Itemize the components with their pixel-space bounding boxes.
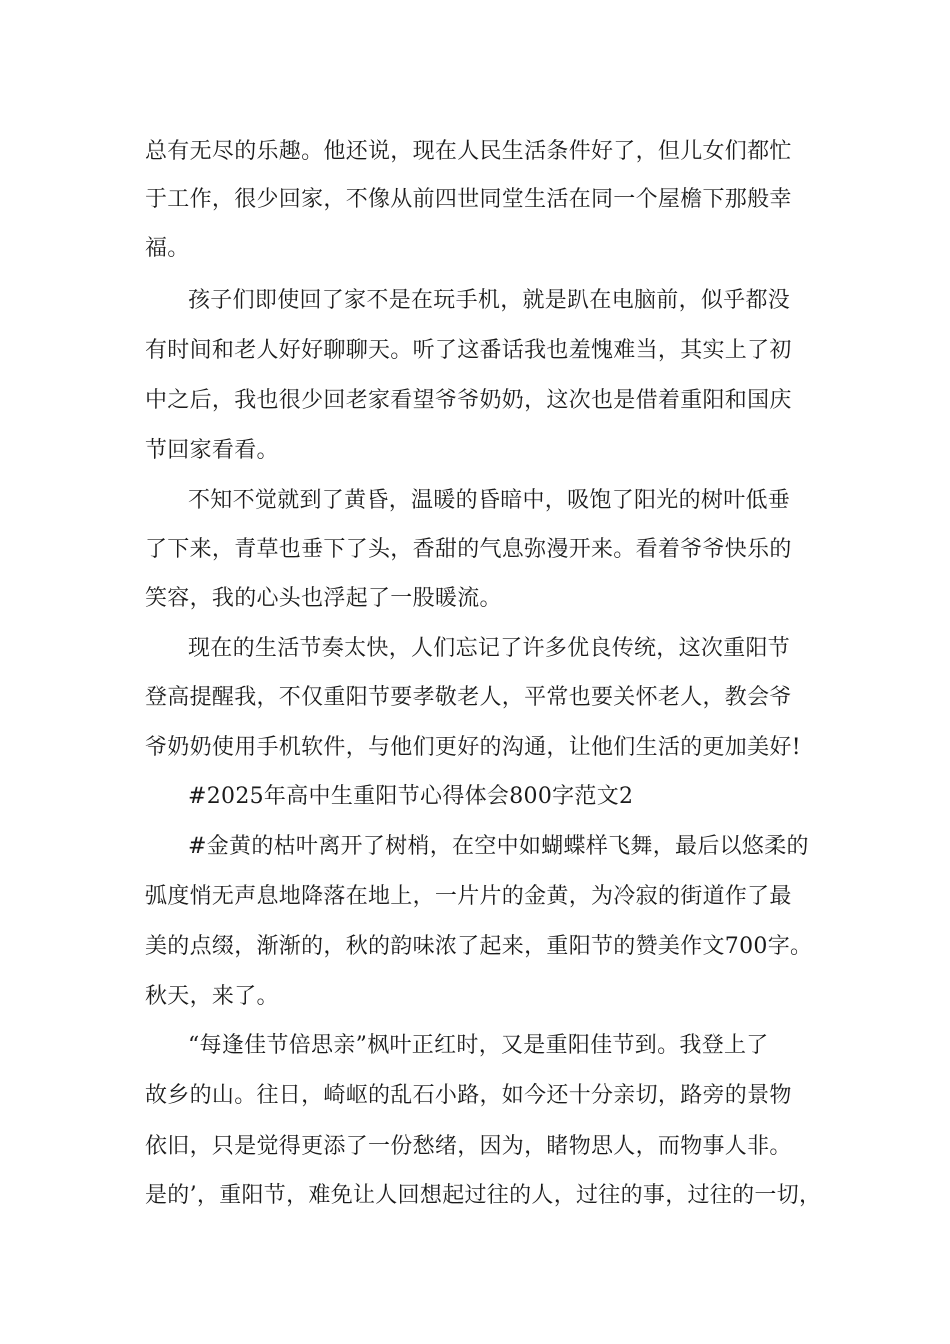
text-line: 有时间和老人好好聊聊天。听了这番话我也羞愧难当，其实上了初 — [145, 338, 792, 363]
text-line: 中之后，我也很少回老家看望爷爷奶奶，这次也是借着重阳和国庆 — [145, 388, 792, 413]
text-line: 依旧，只是觉得更添了一份愁绪，因为，睹物思人，而物事人非。 — [145, 1134, 792, 1159]
section-heading: #2025年高中生重阳节心得体会800字范文2 — [188, 784, 634, 809]
paragraph-start-line: “每逢佳节倍思亲”枫叶正红时，又是重阳佳节到。我登上了 — [188, 1033, 769, 1058]
text-line: 笑容，我的心头也浮起了一股暖流。 — [145, 586, 502, 611]
paragraph-start-line: #金黄的枯叶离开了树梢，在空中如蝴蝶样飞舞，最后以悠柔的 — [188, 834, 809, 859]
paragraph-start-line: 不知不觉就到了黄昏，温暖的昏暗中，吸饱了阳光的树叶低垂 — [188, 488, 791, 513]
text-line: 弧度悄无声息地降落在地上，一片片的金黄，为冷寂的街道作了最 — [145, 884, 792, 909]
text-line: 于工作，很少回家，不像从前四世同堂生活在同一个屋檐下那般幸 — [145, 187, 792, 212]
text-line: 总有无尽的乐趣。他还说，现在人民生活条件好了，但儿女们都忙 — [145, 139, 792, 164]
text-line: 登高提醒我，不仅重阳节要孝敬老人，平常也要关怀老人，教会爷 — [145, 685, 792, 710]
text-line: 是的’，重阳节，难免让人回想起过往的人，过往的事，过往的一切， — [145, 1183, 822, 1208]
text-line: 福。 — [145, 236, 190, 261]
paragraph-start-line: 现在的生活节奏太快，人们忘记了许多优良传统，这次重阳节 — [188, 636, 791, 661]
text-line: 美的点缀，渐渐的，秋的韵味浓了起来，重阳节的赞美作文700字。 — [145, 934, 813, 959]
text-line: 故乡的山。往日，崎岖的乱石小路，如今还十分亲切，路旁的景物 — [145, 1083, 792, 1108]
text-line: 节回家看看。 — [145, 438, 279, 463]
text-line: 秋天，来了。 — [145, 984, 279, 1009]
text-line: 了下来，青草也垂下了头，香甜的气息弥漫开来。看着爷爷快乐的 — [145, 537, 792, 562]
text-line: 爷奶奶使用手机软件，与他们更好的沟通，让他们生活的更加美好! — [145, 735, 801, 760]
paragraph-start-line: 孩子们即使回了家不是在玩手机，就是趴在电脑前，似乎都没 — [188, 288, 791, 313]
